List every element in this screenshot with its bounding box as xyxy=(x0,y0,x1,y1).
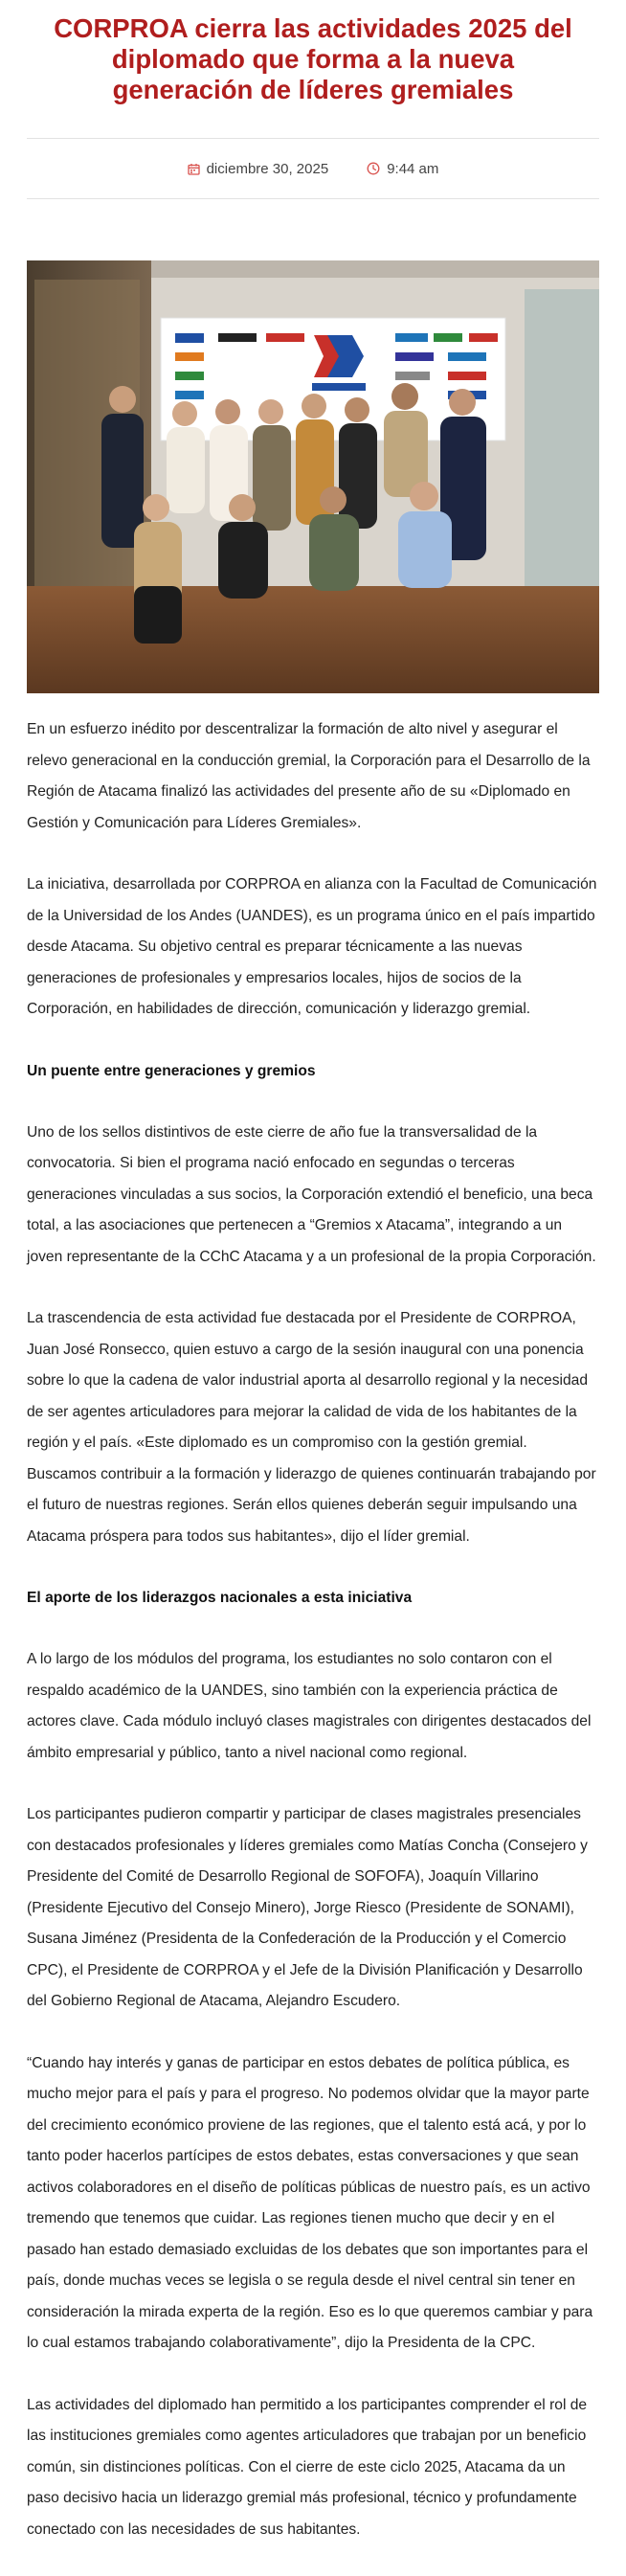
date-meta xyxy=(188,161,329,177)
article-page xyxy=(0,13,626,2545)
article-body xyxy=(27,714,599,2545)
clock-icon xyxy=(367,162,380,175)
paragraph: La iniciativa, desarrollada por CORPROA en alianza con la Facultad de Comunicación de la Universidad de los Andes (UANDES), es un programa único en el país impartido desde Atacama. Su objetivo central es preparar técnicamente a las nuevas generaciones de profesionales y empresarios locales, hijos de socios de la Corporación, en habilidades de dirección, comunicación y liderazgo gremial. xyxy=(27,876,597,1017)
section-heading: Un puente entre generaciones y gremios xyxy=(27,1062,316,1079)
paragraph: A lo largo de los módulos del programa, los estudiantes no solo contaron con el respaldo académico de la UANDES, sino también con la experiencia práctica de actores clave. Cada módulo incluyó clases magistrales con dirigentes destacados del ámbito empresarial y público, tanto a nivel nacional como regional. xyxy=(27,1651,592,1761)
calendar-icon xyxy=(188,163,200,175)
paragraph: Los participantes pudieron compartir y participar de clases magistrales presenciales con destacados profesionales y líderes gremiales como Matías Concha (Consejero y Presidente del Comité de Desarrollo Regional de SOFOFA), Joaquín Villarino (Presidente Ejecutivo del Consejo Minero), Jorge Riesco (Presidente de SONAMI), Susana Jiménez (Presidenta de la Confederación de la Producción y el Comercio CPC), el Presidente de CORPROA y el Jefe de la División Planificación y Desarrollo del Gobierno Regional de Atacama, Alejandro Escudero. xyxy=(27,1806,588,2009)
paragraph: La trascendencia de esta actividad fue destacada por el Presidente de CORPROA, Juan José Ronsecco, quien estuvo a cargo de la sesión inaugural con una ponencia sobre lo que la cadena de valor industrial aporta al desarrollo regional y la necesidad de ser agentes articuladores para mejorar la calidad de vida de los habitantes de la región y el país. «Este diplomado es un compromiso con la gestión gremial. Buscamos contribuir a la formación y liderazgo de quienes continuarán trabajando por el futuro de nuestras regiones. Serán ellos quienes deberán seguir impulsando una Atacama próspera para todos sus habitantes», dijo el líder gremial. xyxy=(27,1310,596,1545)
paragraph: “Cuando hay interés y ganas de participar en estos debates de política pública, es mucho mejor para el país y para el progreso. No podemos olvidar que la mayor parte del crecimiento económico proviene de las regiones, que el talento está acá, y por lo tanto poder hacerlos partícipes de estos debates, estas conversaciones y que sean activos colaboradores en el diseño de políticas públicas de nuestro país, es un activo tremendo que tenemos que cuidar. Las regiones tienen mucho que decir y en el pasado han estado demasiado excluidas de los debates que son importantes para el país, donde muchas veces se legisla o se regula desde el nivel central sin tener en consideración la mirada experta de la región. Eso es lo que queremos cambiar y para lo cual estamos trabajando colaborativamente”, dijo la Presidenta de la CPC. xyxy=(27,2054,593,2351)
time-meta xyxy=(367,161,438,177)
article-time: 9:44 am xyxy=(387,160,439,177)
article-meta xyxy=(27,139,599,198)
paragraph: Uno de los sellos distintivos de este cierre de año fue la transversalidad de la convocatoria. Si bien el programa nació enfocado en segundas o terceras generaciones vinculadas a sus socios, la Corporación extendió el beneficio, una beca total, a las asociaciones que pertenecen a “Gremios x Atacama”, integrando a un joven representante de la CChC Atacama y a un profesional de la propia Corporación. xyxy=(27,1123,596,1265)
section-heading: El aporte de los liderazgos nacionales a esta iniciativa xyxy=(27,1590,413,1606)
paragraph: En un esfuerzo inédito por descentralizar la formación de alto nivel y asegurar el relevo generacional en la conducción gremial, la Corporación para el Desarrollo de la Región de Atacama finalizó las actividades del presente año de su «Diplomado en Gestión y Comunicación para Líderes Gremiales». xyxy=(27,721,591,831)
meta-divider-bottom xyxy=(27,198,599,199)
article-title: CORPROA cierra las actividades 2025 del diplomado que forma a la nueva generación de líderes gremiales xyxy=(54,13,572,104)
group-photo xyxy=(27,260,599,693)
paragraph: Las actividades del diplomado han permitido a los participantes comprender el rol de las instituciones gremiales como agentes articuladores que trabajan por un beneficio común, sin distinciones políticas. Con el cierre de este ciclo 2025, Atacama da un paso decisivo hacia un liderazgo gremial más profesional, técnico y profundamente conectado con las necesidades de sus habitantes. xyxy=(27,2396,588,2538)
article-date: diciembre 30, 2025 xyxy=(206,160,329,177)
